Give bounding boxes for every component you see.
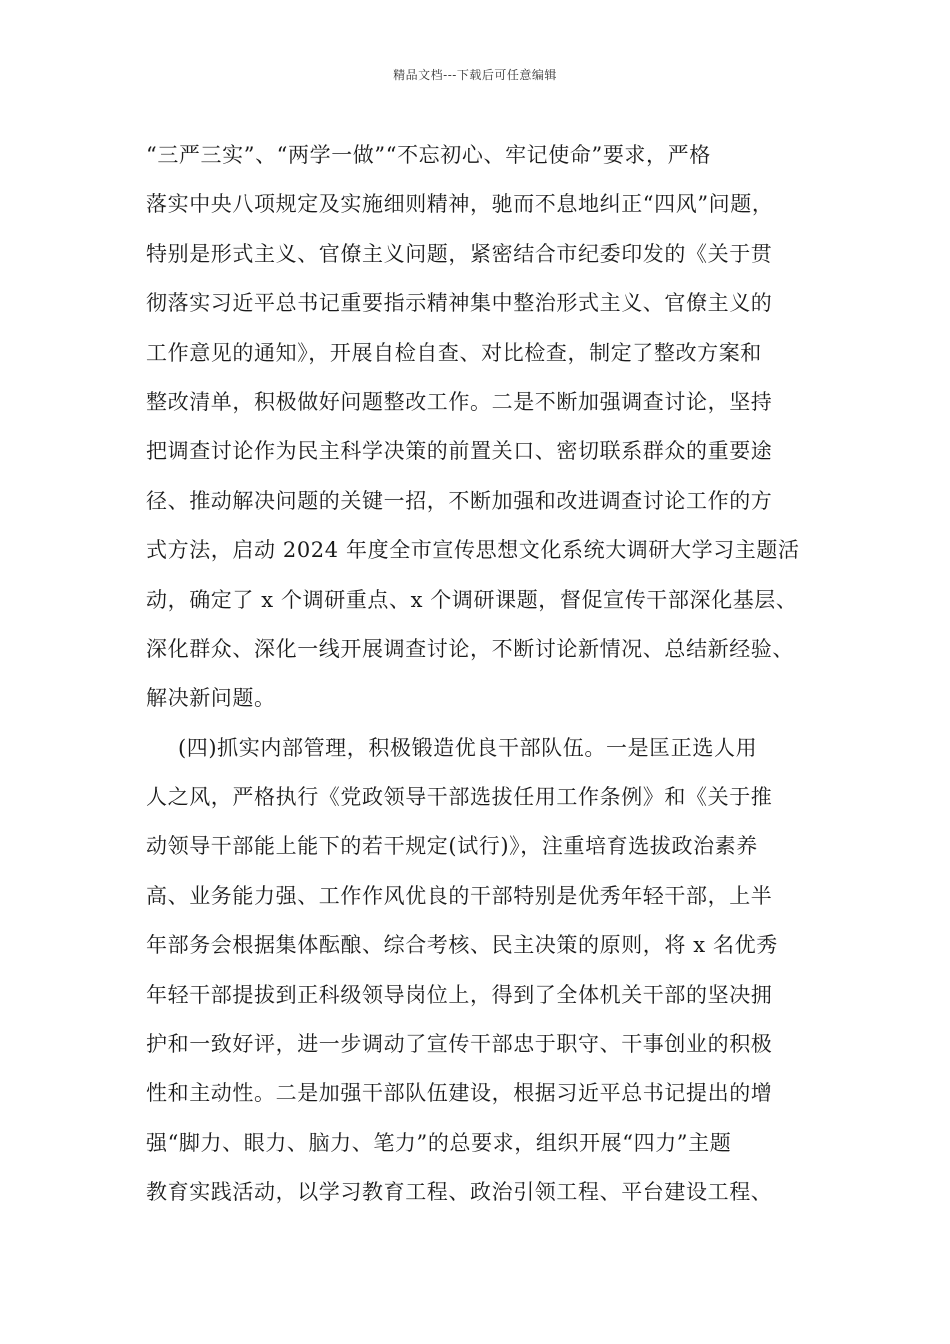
text-line: 高、业务能力强、工作作风优良的干部特别是优秀年轻干部，上半	[146, 883, 773, 908]
text-line: 落实中央八项规定及实施细则精神，驰而不息地纠正“四风”问题，	[146, 192, 774, 217]
text-line: 彻落实习近平总书记重要指示精神集中整治形式主义、官僚主义的	[146, 291, 773, 316]
text-line: 解决新问题。	[146, 686, 276, 711]
text-line: 把调查讨论作为民主科学决策的前置关口、密切联系群众的重要途	[146, 439, 773, 464]
text-line: 深化群众、深化一线开展调查讨论，不断讨论新情况、总结新经验、	[146, 636, 794, 661]
text-line: 强“脚力、眼力、脑力、笔力”的总要求，组织开展“四力”主题	[146, 1130, 732, 1155]
text-line: 教育实践活动，以学习教育工程、政治引领工程、平台建设工程、	[146, 1180, 773, 1205]
text-line: 特别是形式主义、官僚主义问题，紧密结合市纪委印发的《关于贯	[146, 241, 773, 266]
page-header: 精品文档---下载后可任意编辑	[393, 68, 557, 82]
text-line: 整改清单，积极做好问题整改工作。二是不断加强调查讨论，坚持	[146, 389, 773, 414]
text-line: 性和主动性。二是加强干部队伍建设，根据习近平总书记提出的增	[146, 1081, 773, 1106]
text-line: 年部务会根据集体酝酿、综合考核、民主决策的原则，将 x 名优秀	[146, 933, 778, 958]
section-heading-line: (四)抓实内部管理，积极锻造优良干部队伍。一是匡正选人用	[178, 735, 758, 760]
text-line: 护和一致好评，进一步调动了宣传干部忠于职守、干事创业的积极	[146, 1032, 773, 1057]
text-line: 动，确定了 x 个调研重点、x 个调研课题，督促宣传干部深化基层、	[146, 587, 798, 612]
text-line: 工作意见的通知》，开展自检自查、对比检查，制定了整改方案和	[146, 340, 762, 365]
text-line: “三严三实”、“两学一做”“不忘初心、牢记使命”要求，严格	[146, 143, 711, 167]
document-body	[146, 131, 826, 1218]
text-line: 年轻干部提拔到正科级领导岗位上，得到了全体机关干部的坚决拥	[146, 982, 773, 1007]
text-line: 动领导干部能上能下的若干规定(试行)》，注重培育选拔政治素养	[146, 834, 758, 859]
text-line: 人之风，严格执行《党政领导干部选拔任用工作条例》和《关于推	[146, 785, 773, 810]
text-line: 式方法，启动 2024 年度全市宣传思想文化系统大调研大学习主题活	[146, 538, 800, 563]
text-line: 径、推动解决问题的关键一招，不断加强和改进调查讨论工作的方	[146, 488, 773, 513]
